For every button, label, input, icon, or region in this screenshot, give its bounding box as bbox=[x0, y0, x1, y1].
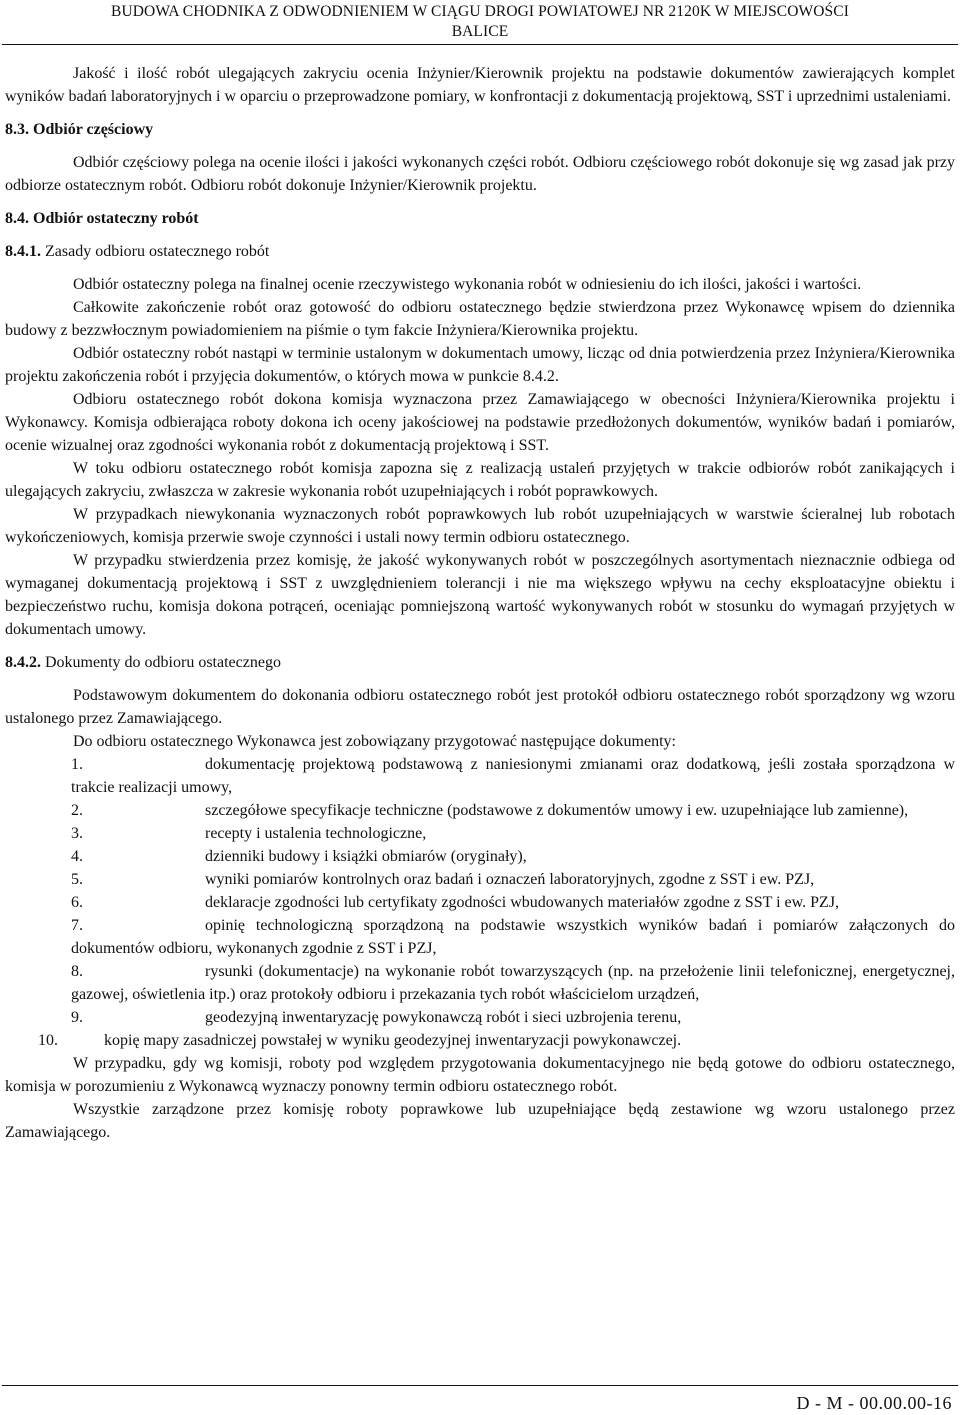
header-title-line2: BALICE bbox=[451, 23, 509, 40]
section-heading-8-3: 8.3. Odbiór częściowy bbox=[5, 121, 154, 138]
list-item-number: 2. bbox=[71, 802, 83, 819]
heading-text: Dokumenty do odbioru ostatecznego bbox=[41, 654, 281, 671]
paragraph-commission: Odbioru ostatecznego robót dokona komisja wyznaczona przez Zamawiającego w obecności Inżyniera/Kierownika projektu i Wykonawcy. Komisja odbierająca roboty dokona ich oceny jakościowej na podstawie przedłożonych dokumentów, wyników badań i pomiarów, ocenie wizualnej oraz zgodności wykonania robót z dokumentacją projektową i SST. bbox=[5, 391, 955, 454]
list-item bbox=[5, 914, 955, 960]
document-header bbox=[0, 2, 960, 42]
list-item-text: kopię mapy zasadniczej powstałej w wyniku geodezyjnej inwentaryzacji powykonawczej. bbox=[104, 1032, 682, 1049]
list-item bbox=[5, 845, 955, 868]
paragraph-partial-acceptance: Odbiór częściowy polega na ocenie ilości i jakości wykonanych części robót. Odbioru częściowego robót dokonuje się wg zasad jak przy odbiorze ostatecznym robót. Odbioru robót dokonuje Inżynier/Kierownik projektu. bbox=[5, 154, 955, 194]
list-item bbox=[5, 1006, 955, 1029]
list-item-text: rysunki (dokumentacje) na wykonanie robót towarzyszących (np. na przełożenie linii telefonicznej, energetycznej, gazowej, oświetlenia itp.) oraz protokoły odbioru i przekazania tych robót właścicielom urządzeń, bbox=[71, 963, 955, 1003]
list-item-number: 6. bbox=[71, 894, 83, 911]
list-item-number: 9. bbox=[71, 1009, 83, 1026]
list-item-text: geodezyjną inwentaryzację powykonawczą robót i sieci uzbrojenia terenu, bbox=[205, 1009, 682, 1026]
list-item-number: 5. bbox=[71, 871, 83, 888]
section-heading-8-4: 8.4. Odbiór ostateczny robót bbox=[5, 210, 199, 227]
list-item bbox=[5, 1029, 955, 1052]
paragraph-summary: Wszystkie zarządzone przez komisję roboty poprawkowe lub uzupełniające będą zestawione wg wzoru ustalonego przez Zamawiającego. bbox=[5, 1101, 955, 1141]
footer-divider bbox=[2, 1385, 958, 1386]
list-item-text: opinię technologiczną sporządzoną na podstawie wszystkich wyników badań i pomiarów załączonych do dokumentów odbioru, wykonanych zgodnie z SST i PZJ, bbox=[71, 917, 955, 957]
header-title-line1: BUDOWA CHODNIKA Z ODWODNIENIEM W CIĄGU DROGI POWIATOWEJ NR 2120K W MIEJSCOWOŚCI bbox=[111, 3, 849, 20]
list-item-text: wyniki pomiarów kontrolnych oraz badań i oznaczeń laboratoryjnych, zgodne z SST i ew. PZJ, bbox=[205, 871, 815, 888]
paragraph-new-term: W przypadku, gdy wg komisji, roboty pod względem przygotowania dokumentacyjnego nie będą gotowe do odbioru ostatecznego, komisja w porozumieniu z Wykonawcą wyznaczy ponowny termin odbioru ostatecznego robót. bbox=[5, 1055, 955, 1095]
list-item bbox=[5, 960, 955, 1006]
paragraph-deductions: W przypadku stwierdzenia przez komisję, że jakość wykonywanych robót w poszczególnych asortymentach nieznacznie odbiega od wymaganej dokumentacją projektową i SST z uwzględnieniem tolerancji i nie ma większego wpływu na cechy eksploatacyjne obiektu i bezpieczeństwo ruchu, komisja dokona potrąceń, oceniając pomniejszoną wartość wykonywanych robót w stosunku do wymagań przyjętych w dokumentach umowy. bbox=[5, 552, 955, 638]
documents-list bbox=[5, 753, 955, 1052]
list-item bbox=[5, 822, 955, 845]
paragraph-corrective-works: W przypadkach niewykonania wyznaczonych robót poprawkowych lub robót uzupełniających w warstwie ścieralnej lub robotach wykończeniowych, komisja przerwie swoje czynności i ustali nowy termin odbioru ostatecznego. bbox=[5, 506, 955, 546]
header-divider bbox=[2, 44, 958, 45]
list-item-text: dzienniki budowy i książki obmiarów (oryginały), bbox=[205, 848, 527, 865]
list-item-number: 1. bbox=[71, 756, 83, 773]
paragraph-completion: Całkowite zakończenie robót oraz gotowość do odbioru ostatecznego będzie stwierdzona przez Wykonawcę wpisem do dziennika budowy z bezzwłocznym powiadomieniem na piśmie o tym fakcie Inżyniera/Kierownika projektu. bbox=[5, 299, 955, 339]
list-item-number: 3. bbox=[71, 825, 83, 842]
paragraph-final-term: Odbiór ostateczny robót nastąpi w terminie ustalonym w dokumentach umowy, licząc od dnia potwierdzenia przez Inżyniera/Kierownika projektu zakończenia robót i przyjęcia dokumentów, o których mowa w punkcie 8.4.2. bbox=[5, 345, 955, 385]
section-heading-8-4-1 bbox=[5, 240, 955, 263]
list-item-text: deklaracje zgodności lub certyfikaty zgodności wbudowanych materiałów zgodne z SST i ew. PZJ, bbox=[205, 894, 840, 911]
list-item-number: 7. bbox=[71, 917, 83, 934]
list-item-text: recepty i ustalenia technologiczne, bbox=[205, 825, 427, 842]
paragraph-quality-assessment: Jakość i ilość robót ulegających zakryciu ocenia Inżynier/Kierownik projektu na podstawie dokumentów zawierających komplet wyników badań laboratoryjnych i w oparciu o przeprowadzone pomiary, w konfrontacji z dokumentacją projektową, SST i uprzednimi ustaleniami. bbox=[5, 65, 955, 105]
list-item-text: dokumentację projektową podstawową z naniesionymi zmianami oraz dodatkową, jeśli została sporządzona w trakcie realizacji umowy, bbox=[71, 756, 955, 796]
list-item-text: szczegółowe specyfikacje techniczne (podstawowe z dokumentów umowy i ew. uzupełniające lub zamienne), bbox=[205, 802, 909, 819]
heading-text: Zasady odbioru ostatecznego robót bbox=[41, 243, 270, 260]
paragraph-commission-review: W toku odbioru ostatecznego robót komisja zapozna się z realizacją ustaleń przyjętych w trakcie odbiorów robót zanikających i ulegających zakryciu, zwłaszcza w zakresie wykonania robót uzupełniających i robót poprawkowych. bbox=[5, 460, 955, 500]
paragraph-final-acceptance: Odbiór ostateczny polega na finalnej ocenie rzeczywistego wykonania robót w odniesieniu do ich ilości, jakości i wartości. bbox=[73, 276, 862, 293]
list-item-number: 10. bbox=[38, 1032, 58, 1049]
paragraph-protocol: Podstawowym dokumentem do dokonania odbioru ostatecznego robót jest protokół odbioru ostatecznego robót sporządzony wg wzoru ustalonego przez Zamawiającego. bbox=[5, 687, 955, 727]
list-item-number: 8. bbox=[71, 963, 83, 980]
section-heading-8-4-2 bbox=[5, 651, 955, 674]
heading-number: 8.4.2. bbox=[5, 654, 41, 671]
list-item bbox=[5, 868, 955, 891]
list-item-number: 4. bbox=[71, 848, 83, 865]
list-item bbox=[5, 891, 955, 914]
page-code: D - M - 00.00.00-16 bbox=[796, 1393, 952, 1413]
list-item bbox=[5, 799, 955, 822]
document-body bbox=[5, 62, 955, 1144]
paragraph-documents-intro: Do odbioru ostatecznego Wykonawca jest zobowiązany przygotować następujące dokumenty: bbox=[73, 733, 676, 750]
list-item bbox=[5, 753, 955, 799]
heading-number: 8.4.1. bbox=[5, 243, 41, 260]
